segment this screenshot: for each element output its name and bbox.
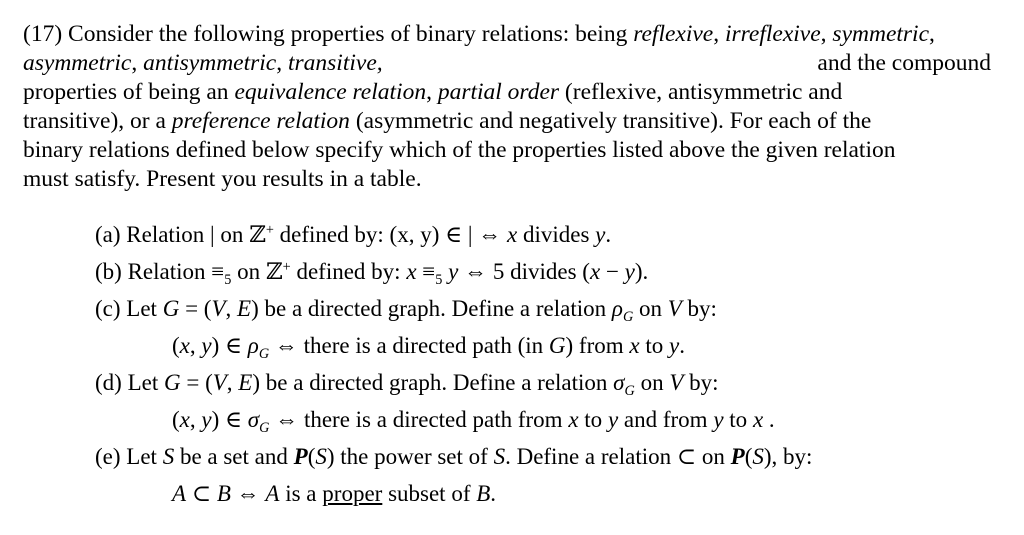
item-a-math: (x, y) ∈ | ⇔	[389, 222, 507, 247]
item-e-S2: S	[315, 444, 327, 469]
item-c-V2: V	[667, 296, 682, 321]
item-e-l2-proper: proper	[322, 481, 383, 506]
item-c-close: )	[251, 296, 259, 321]
item-b-label: (b) Relation	[95, 259, 212, 284]
item-c-eq: = (	[179, 296, 212, 321]
item-c-l2-iff: ⇔ there is a directed path (in	[269, 333, 549, 358]
problem-text: properties of being an	[23, 79, 235, 105]
item-c-l2-y: y	[201, 333, 212, 358]
item-b-sub2: 5	[435, 271, 443, 288]
item-c-comma: ,	[225, 296, 238, 321]
item-d-l2-and: and from	[618, 407, 714, 432]
item-a-defined: defined by:	[273, 222, 390, 247]
item-b-defined: defined by:	[290, 259, 407, 284]
item-c-l2-to: to	[639, 333, 669, 358]
item-e-l2-B2: B	[476, 481, 491, 506]
item-a	[95, 222, 611, 248]
item-a-tail: divides	[517, 222, 596, 247]
item-d-l2-open: (	[172, 407, 180, 432]
item-d-l2-iff: ⇔ there is a directed path from	[269, 407, 569, 432]
problem-text: ,	[276, 50, 288, 76]
item-d-l2-sub: G	[259, 419, 270, 436]
problem-text: must satisfy. Present you results in a table.	[23, 166, 422, 192]
item-e-close2: )	[763, 444, 772, 469]
item-b-minus: −	[600, 259, 625, 284]
item-e-open: (	[307, 444, 316, 469]
item-e-definition	[172, 481, 496, 507]
item-e-close: )	[326, 444, 335, 469]
problem-text: ,	[713, 21, 725, 47]
item-c-E: E	[237, 296, 252, 321]
item-c-l2-y2: y	[668, 333, 680, 358]
problem-text: and the compound	[817, 50, 991, 76]
item-b-set: ℤ	[265, 259, 283, 284]
item-b-rel2: ≡	[416, 259, 436, 284]
item-e-l2-iff: ⇔	[230, 481, 266, 506]
item-e	[95, 444, 812, 470]
item-d-l2-comma: ,	[189, 407, 202, 432]
item-b-x: x	[406, 259, 417, 284]
property-term: equivalence relation	[234, 79, 427, 105]
item-d-l2-in: ) ∈	[211, 407, 248, 432]
item-b	[95, 259, 649, 288]
item-d-text: be a directed graph. Define a relation	[260, 370, 614, 395]
item-d-l2-y2: y	[607, 407, 619, 432]
item-e-P2: P	[730, 444, 745, 469]
problem-text: transitive), or a	[23, 108, 172, 134]
item-c-sub: G	[622, 308, 634, 325]
item-d-l2-x: x	[179, 407, 190, 432]
item-d-l2-to: to	[578, 407, 608, 432]
item-a-on: on	[214, 222, 250, 247]
item-d-V: V	[212, 370, 227, 395]
property-term: transitive,	[287, 50, 383, 76]
item-a-end: .	[605, 222, 612, 247]
property-term: preference relation	[171, 108, 350, 134]
item-d-l2-to2: to	[723, 407, 753, 432]
item-a-rel: |	[209, 222, 215, 247]
item-c-label: (c) Let	[95, 296, 163, 321]
item-e-label: (e) Let	[95, 444, 163, 469]
item-e-l2-end: .	[490, 481, 497, 506]
property-term: reflexive	[633, 21, 714, 47]
item-b-iff: ⇔ 5 divides (	[458, 259, 590, 284]
problem-line-left	[23, 49, 383, 78]
item-c-definition	[172, 333, 685, 362]
item-d-by: by:	[683, 370, 719, 395]
item-b-x2: x	[589, 259, 601, 284]
item-e-S4: S	[752, 444, 764, 469]
item-d-G: G	[163, 370, 181, 395]
problem-line	[23, 78, 991, 107]
item-e-l2-B: B	[216, 481, 231, 506]
problem-line-right	[817, 49, 991, 78]
item-c-l2-from: ) from	[565, 333, 630, 358]
item-c-l2-x: x	[179, 333, 190, 358]
item-d-label: (d) Let	[95, 370, 164, 395]
item-e-l2-A: A	[172, 481, 187, 506]
item-e-l2-is: is a	[279, 481, 323, 506]
item-a-sup: +	[265, 222, 274, 239]
property-term: irreflexive	[724, 21, 821, 47]
item-c-by: by:	[681, 296, 717, 321]
item-b-rel: ≡	[211, 259, 225, 284]
item-e-S: S	[162, 444, 175, 469]
item-c-l2-open: (	[172, 333, 180, 358]
item-c-l2-G: G	[548, 333, 566, 358]
item-e-mid3: . Define a relation	[505, 444, 677, 469]
item-b-on: on	[231, 259, 266, 284]
item-d-E: E	[238, 370, 253, 395]
problem-text: ,	[820, 21, 833, 47]
property-term: partial order	[437, 79, 560, 105]
problem-statement	[23, 20, 991, 194]
item-d-definition	[172, 407, 775, 436]
item-d-on: on	[634, 370, 670, 395]
item-d-l2-end: .	[763, 407, 775, 432]
item-a-set: ℤ	[249, 222, 266, 247]
property-term: asymmetric	[23, 50, 132, 76]
problem-line	[23, 49, 991, 78]
item-b-sub: 5	[224, 271, 232, 288]
item-b-y: y	[442, 259, 459, 284]
item-d-l2-x3: x	[752, 407, 764, 432]
item-e-l2-sub: ⊂	[186, 481, 217, 506]
item-b-sup: +	[282, 259, 291, 276]
item-c-l2-x2: x	[629, 333, 640, 358]
item-e-l2-A2: A	[265, 481, 280, 506]
property-term: symmetric	[832, 21, 930, 47]
item-c-l2-comma: ,	[189, 333, 202, 358]
item-c-text: be a directed graph. Define a relation	[258, 296, 612, 321]
item-b-end: ).	[634, 259, 649, 284]
item-d	[95, 370, 719, 399]
problem-line	[23, 165, 991, 194]
item-e-l2-subset: subset of	[382, 481, 477, 506]
item-a-y: y	[595, 222, 606, 247]
problem-text: ,	[131, 50, 144, 76]
item-c	[95, 296, 717, 325]
item-d-l2-y3: y	[713, 407, 724, 432]
problem-line	[23, 136, 991, 165]
item-c-V: V	[211, 296, 226, 321]
item-d-l2-y: y	[201, 407, 212, 432]
item-e-open2: (	[744, 444, 753, 469]
item-e-subset-symbol: ⊂	[676, 444, 697, 469]
problem-text: (reflexive, antisymmetric and	[559, 79, 843, 105]
problem-line	[23, 20, 991, 49]
problem-text: ,	[929, 21, 935, 47]
item-e-mid2: the power set of	[334, 444, 494, 469]
problem-text: (asymmetric and negatively transitive). For each of the	[349, 108, 872, 134]
item-d-V2: V	[669, 370, 684, 395]
item-d-eq: = (	[180, 370, 213, 395]
item-b-y2: y	[624, 259, 635, 284]
item-d-l2-x2: x	[568, 407, 579, 432]
item-e-P: P	[293, 444, 308, 469]
property-term: antisymmetric	[143, 50, 277, 76]
item-d-l2-sigma: σ	[247, 407, 260, 432]
item-c-G: G	[162, 296, 180, 321]
item-c-on: on	[633, 296, 668, 321]
item-d-comma: ,	[226, 370, 239, 395]
problem-line	[23, 107, 991, 136]
problem-text: ,	[426, 79, 438, 105]
item-e-by: , by:	[771, 444, 813, 469]
item-e-S3: S	[493, 444, 506, 469]
item-d-close: )	[252, 370, 261, 395]
item-c-l2-rho: ρ	[247, 333, 259, 358]
problem-text: (17) Consider the following properties of binary relations: being	[23, 21, 634, 47]
item-d-sub: G	[624, 382, 635, 399]
item-d-sigma: σ	[613, 370, 625, 395]
item-c-l2-sub: G	[258, 345, 270, 362]
item-c-l2-in: ) ∈	[211, 333, 248, 358]
item-c-rho: ρ	[611, 296, 623, 321]
item-c-l2-end: .	[679, 333, 685, 358]
item-e-on: on	[696, 444, 731, 469]
item-a-x: x	[506, 222, 518, 247]
item-a-label: (a) Relation	[95, 222, 210, 247]
item-e-mid: be a set and	[174, 444, 294, 469]
problem-text: binary relations defined below specify which of the properties listed above the given relation	[23, 137, 896, 163]
